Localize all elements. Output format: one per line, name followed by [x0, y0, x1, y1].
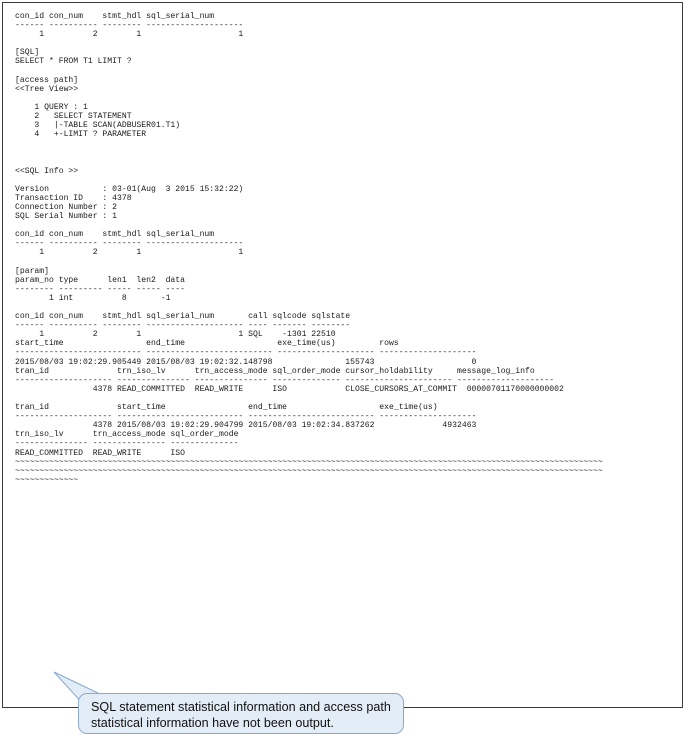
log-line: 2 SELECT STATEMENT [15, 112, 132, 122]
log-output-text [15, 12, 603, 485]
log-line: -------- --------- ----- ----- ---- [15, 284, 185, 294]
log-line: ------ ---------- -------- -------------------- ---- ------- -------- [15, 321, 351, 331]
log-line: ~~~~~~~~~~~~~~~~~~~~~~~~~~~~~~~~~~~~~~~~~~~~~~~~~~~~~~~~~~~~~~~~~~~~~~~~~~~~~~~~~~~~~~~~~~~~~~~~~~~~~~~~~~~~~~~~~~~~~~~~~ [15, 457, 603, 467]
callout-note [78, 693, 404, 734]
callout-note-text: SQL statement statistical information and access path statistical information have not been output. [91, 700, 391, 730]
log-line: --------------- --------------- -------------- [15, 439, 239, 449]
log-line: <<Tree View>> [15, 84, 79, 94]
log-line: 4378 2015/08/03 19:02:29.904799 2015/08/03 19:02:34.837262 4932463 [15, 421, 477, 431]
log-line: -------------------- -------------------------- -------------------------- -------------------- [15, 412, 477, 422]
log-line: 1 int 8 -1 [15, 293, 171, 303]
log-line: -------------------------- -------------------------- -------------------- -------------------- [15, 348, 477, 358]
log-line: ------ ---------- -------- -------------------- [15, 239, 244, 249]
log-line: 2015/08/03 19:02:29.905449 2015/08/03 19:02:32.148798 155743 0 [15, 357, 477, 367]
log-line: SELECT * FROM T1 LIMIT ? [15, 57, 132, 67]
log-line: 4 +-LIMIT ? PARAMETER [15, 130, 147, 140]
log-line: Transaction ID : 4378 [15, 193, 132, 203]
log-line: con_id con_num stmt_hdl sql_serial_num call sqlcode sqlstate [15, 312, 351, 322]
log-line: SQL Serial Number : 1 [15, 212, 117, 222]
log-line: tran_id start_time end_time exe_time(us) [15, 403, 438, 413]
log-line: ~~~~~~~~~~~~~ [15, 475, 79, 485]
log-line: ------ ---------- -------- -------------------- [15, 21, 244, 31]
log-line: tran_id trn_iso_lv trn_access_mode sql_order_mode cursor_holdability message_log_info [15, 366, 535, 376]
log-line: 1 2 1 1 SQL -1301 22510 [15, 330, 336, 340]
log-line: 1 2 1 1 [15, 30, 244, 40]
log-line: [access path] [15, 75, 79, 85]
log-line: 3 |-TABLE SCAN(ADBUSER01.T1) [15, 121, 181, 131]
log-line: READ_COMMITTED READ_WRITE ISO [15, 448, 185, 458]
log-line: [param] [15, 266, 49, 276]
log-line: ~~~~~~~~~~~~~~~~~~~~~~~~~~~~~~~~~~~~~~~~~~~~~~~~~~~~~~~~~~~~~~~~~~~~~~~~~~~~~~~~~~~~~~~~~~~~~~~~~~~~~~~~~~~~~~~~~~~~~~~~~ [15, 466, 603, 476]
log-line: 4378 READ_COMMITTED READ_WRITE ISO CLOSE_CURSORS_AT_COMMIT 00000701170000000002 [15, 384, 564, 394]
log-line: <<SQL Info >> [15, 166, 79, 176]
log-line: start_time end_time exe_time(us) rows [15, 339, 399, 349]
log-line: -------------------- --------------- --------------- -------------- ---------------------- -------------------- [15, 375, 555, 385]
log-line: con_id con_num stmt_hdl sql_serial_num [15, 230, 215, 240]
log-line: trn_iso_lv trn_access_mode sql_order_mode [15, 430, 239, 440]
log-line: Version : 03-01(Aug 3 2015 15:32:22) [15, 184, 244, 194]
log-line: 1 QUERY : 1 [15, 102, 88, 112]
log-line: con_id con_num stmt_hdl sql_serial_num [15, 12, 215, 21]
log-line: [SQL] [15, 48, 40, 58]
log-line: param_no type len1 len2 data [15, 275, 185, 285]
log-line: Connection Number : 2 [15, 202, 117, 212]
log-line: 1 2 1 1 [15, 248, 244, 258]
log-output-frame [2, 2, 683, 708]
